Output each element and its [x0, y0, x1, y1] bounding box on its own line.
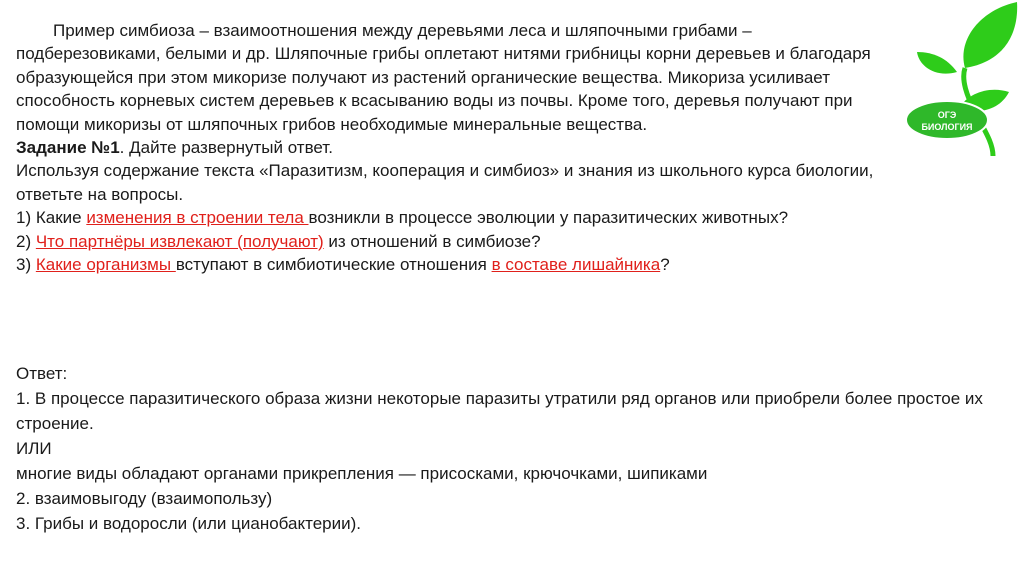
answer-or: ИЛИ: [16, 439, 52, 458]
q2-highlight: Что партнёры извлекают (получают): [35, 231, 324, 251]
q3-prefix: 3): [16, 255, 36, 275]
question-1: [16, 206, 896, 229]
answer-block: [16, 361, 1006, 536]
answer-line-3: 3. Грибы и водоросли (или цианобактерии).: [16, 514, 361, 533]
task-instruction: Используя содержание текста «Паразитизм, кооперация и симбиоз» и знания из школьного курса биологии, ответьте на вопросы.: [16, 161, 874, 204]
q1-highlight: изменения в строении тела: [86, 208, 309, 228]
oge-biology-logo: [895, 0, 1024, 160]
q2-prefix: 2): [16, 231, 36, 251]
answer-heading: Ответ:: [16, 364, 68, 383]
q1-prefix: 1) Какие: [16, 208, 87, 228]
logo-text-oge: ОГЭ: [937, 110, 957, 120]
logo-text-biology: БИОЛОГИЯ: [921, 122, 973, 132]
logo-badge: [906, 101, 988, 139]
answer-line-1: 1. В процессе паразитического образа жизни некоторые паразиты утратили ряд органов или приобрели более простое их строение.: [16, 389, 983, 433]
q1-suffix: возникли в процессе эволюции у паразитических животных?: [308, 208, 789, 228]
question-2: [16, 230, 896, 253]
intro-paragraph: Пример симбиоза – взаимоотношения между деревьями леса и шляпочными грибами – подберезовиками, белыми и др. Шляпочные грибы оплетают нитями грибницы корни деревьев и благодаря образующейся при этом микоризе получают из растений органические вещества. Микориза усиливает способность корневых систем деревьев к всасыванию воды из почвы. Кроме того, деревья получают при помощи микоризы от шляпочных грибов необходимые минеральные вещества.: [16, 21, 871, 134]
q3-suffix: ?: [660, 255, 670, 275]
task-heading: [16, 136, 896, 159]
left-leaf-icon: [917, 52, 957, 74]
answer-line-2: 2. взаимовыгоду (взаимопользу): [16, 489, 273, 508]
q2-suffix: из отношений в симбиозе?: [323, 231, 541, 251]
question-text-block: [16, 19, 896, 276]
top-leaf-icon: [963, 2, 1017, 68]
task-title: Задание №1: [16, 138, 120, 158]
q3-middle: вступают в симбиотические отношения: [175, 255, 492, 275]
q3-highlight-organisms: Какие организмы: [35, 255, 176, 275]
answer-line-1b: многие виды обладают органами прикрепления — присосками, крючочками, шипиками: [16, 464, 708, 483]
task-title-rest: . Дайте развернутый ответ.: [119, 138, 333, 158]
q3-highlight-lichen: в составе лишайника: [491, 255, 661, 275]
question-3: [16, 253, 896, 276]
